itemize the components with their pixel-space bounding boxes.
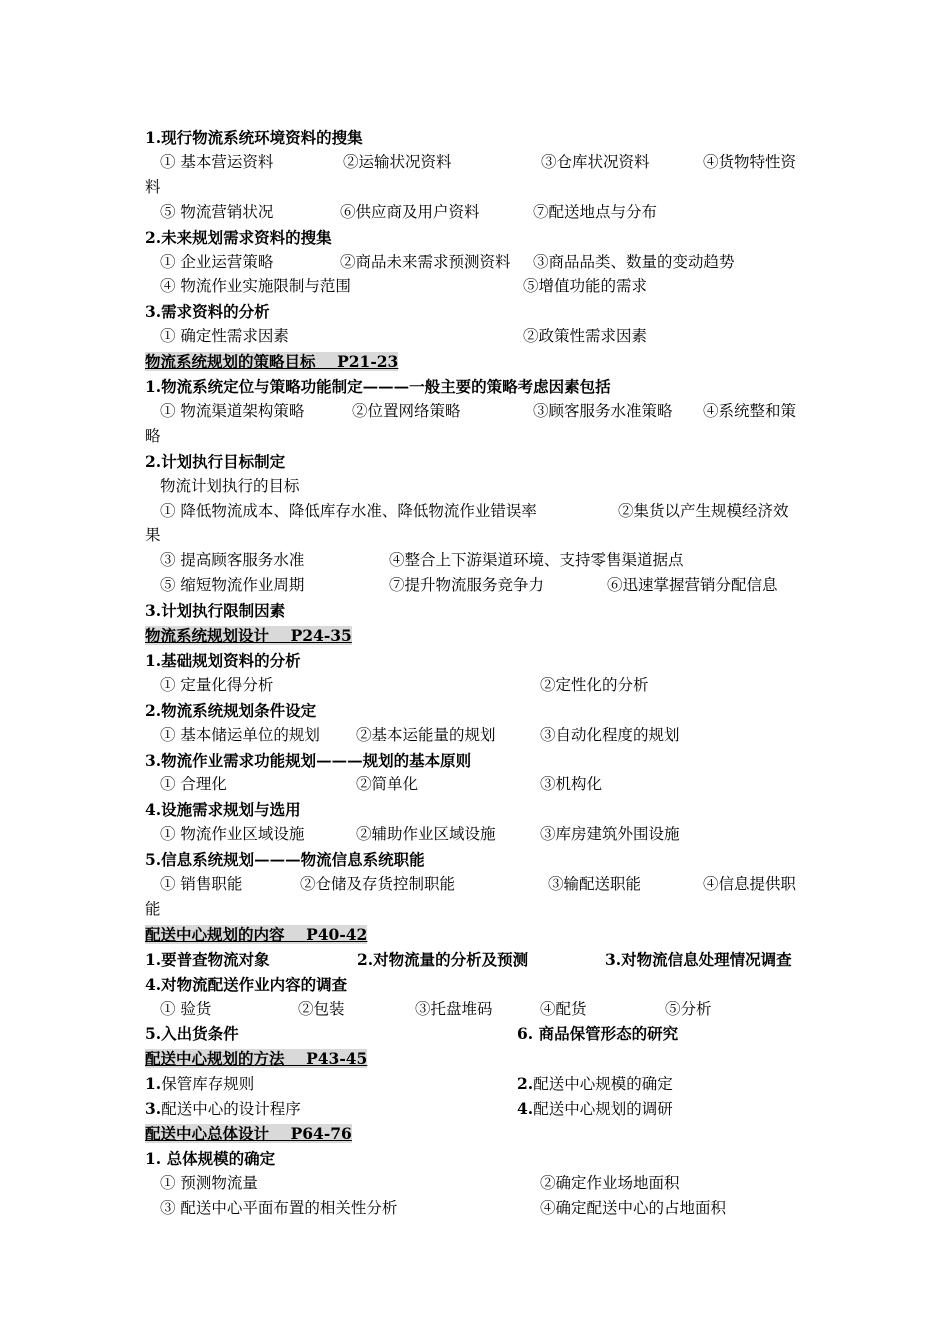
list-item: ① 企业运营策略 xyxy=(160,252,274,271)
list-item: ① 验货 xyxy=(160,999,212,1018)
subheading-text: 1.物流系统定位与策略功能制定———一般主要的策略考虑因素包括 xyxy=(145,377,611,396)
section-heading xyxy=(145,623,352,648)
section-title xyxy=(145,626,352,645)
list-item: ②位置网络策略 xyxy=(352,401,461,420)
numbered-item xyxy=(145,1096,301,1122)
list-item: ④整合上下游渠道环境、支持零售渠道据点 xyxy=(389,551,684,570)
list-item: ③ 提高顾客服务水准 xyxy=(160,551,305,570)
list-item: ① 定量化得分析 xyxy=(160,675,274,694)
subheading xyxy=(145,598,285,623)
list-item: ⑤分析 xyxy=(665,999,712,1018)
list-item: ⑤增值功能的需求 xyxy=(523,277,648,296)
section-title-text: 配送中心总体设计 xyxy=(145,1124,270,1143)
wrapped-text xyxy=(145,424,161,449)
list-item: ③托盘堆码 xyxy=(415,999,493,1018)
subheading-text: 4.对物流配送作业内容的调查 xyxy=(145,974,348,994)
list-item: ① 物流渠道架构策略 xyxy=(160,401,305,420)
wrapped-text xyxy=(145,523,161,548)
wrapped-text-char: 料 xyxy=(145,177,161,196)
section-title xyxy=(145,925,367,944)
subheading-text: 1. 总体规模的确定 xyxy=(145,1148,276,1168)
list-item: ④信息提供职 xyxy=(703,875,797,893)
subheading-text: 1.现行物流系统环境资料的搜集 xyxy=(145,128,363,147)
numbered-item xyxy=(517,1071,673,1097)
subheading xyxy=(145,648,301,673)
list-item: ① 基本营运资料 xyxy=(160,152,274,171)
subheading-text: 3.物流作业需求功能规划———规划的基本原则 xyxy=(145,750,472,770)
section-page-range: P40-42 xyxy=(306,924,368,944)
list-item: ⑦配送地点与分布 xyxy=(533,202,658,221)
list-item: ③ 配送中心平面布置的相关性分析 xyxy=(160,1198,398,1217)
subheading xyxy=(145,748,471,773)
item-number: 2. xyxy=(517,1074,534,1094)
section-title-text: 物流系统规划设计 xyxy=(145,626,270,645)
subheading xyxy=(145,449,285,474)
list-item: ① 基本储运单位的规划 xyxy=(160,725,320,744)
item-number: 3. xyxy=(145,1099,162,1119)
list-item: ②定性化的分析 xyxy=(540,675,649,694)
wrapped-text xyxy=(145,897,161,922)
section-title-text: 配送中心规划的方法 xyxy=(145,1049,285,1069)
list-item: ④ 物流作业实施限制与范围 xyxy=(160,277,351,296)
list-item: ③库房建筑外围设施 xyxy=(540,825,680,844)
item-text: 配送中心规模的确定 xyxy=(533,1075,673,1094)
section-title xyxy=(145,1124,352,1143)
subheading-text: 2.计划执行目标制定 xyxy=(145,451,286,471)
subheading xyxy=(145,125,363,150)
wrapped-text xyxy=(145,175,161,200)
list-item: ④确定配送中心的占地面积 xyxy=(540,1198,727,1217)
subheading xyxy=(145,972,347,997)
list-item: 5.入出货条件 xyxy=(145,1024,239,1044)
section-page-range: P43-45 xyxy=(306,1049,368,1069)
list-item: ③商品品类、数量的变动趋势 xyxy=(533,252,735,271)
list-item: ②包装 xyxy=(298,999,345,1018)
item-text: 配送中心规划的调研 xyxy=(533,1100,673,1119)
section-heading xyxy=(145,349,398,374)
section-title xyxy=(145,352,398,371)
list-item: ②简单化 xyxy=(356,775,419,794)
list-item: ⑥迅速掌握营销分配信息 xyxy=(607,576,778,595)
list-item: 3.对物流信息处理情况调查 xyxy=(605,949,792,969)
subheading xyxy=(145,225,332,250)
section-page-range: P21-23 xyxy=(337,352,399,372)
list-item: ③自动化程度的规划 xyxy=(540,725,680,744)
list-item: ②基本运能量的规划 xyxy=(356,725,496,744)
item-number: 1. xyxy=(145,1074,162,1094)
list-item: ④货物特性资 xyxy=(703,152,797,171)
list-item: ④配货 xyxy=(540,999,587,1018)
list-item: 2.对物流量的分析及预测 xyxy=(357,949,529,969)
list-item: ②运输状况资料 xyxy=(343,152,452,171)
list-item: ⑤ 物流营销状况 xyxy=(160,202,274,221)
section-title-text: 配送中心规划的内容 xyxy=(145,924,285,944)
subheading-text: 4.设施需求规划与选用 xyxy=(145,800,301,820)
wrapped-text-char: 果 xyxy=(145,526,161,545)
subheading-text: 2.未来规划需求资料的搜集 xyxy=(145,227,332,247)
subheading xyxy=(145,797,301,822)
list-item: ① 降低物流成本、降低库存水准、降低物流作业错误率 xyxy=(160,501,537,520)
section-page-range: P24-35 xyxy=(290,626,352,645)
list-item: ②政策性需求因素 xyxy=(523,327,648,346)
list-item: 物流计划执行的目标 xyxy=(160,476,300,495)
numbered-item xyxy=(145,1071,254,1097)
item-text: 配送中心的设计程序 xyxy=(161,1100,301,1119)
list-item: ⑥供应商及用户资料 xyxy=(340,202,480,221)
subheading xyxy=(145,374,611,399)
list-item: ②确定作业场地面积 xyxy=(540,1173,680,1192)
list-item: ① 预测物流量 xyxy=(160,1173,258,1192)
item-text: 保管库存规则 xyxy=(161,1075,255,1094)
wrapped-text-char: 能 xyxy=(145,899,161,918)
list-item: ④系统整和策 xyxy=(703,401,797,420)
list-item: ③顾客服务水准策略 xyxy=(533,401,673,420)
list-item: ① 确定性需求因素 xyxy=(160,327,289,346)
subheading xyxy=(145,847,425,872)
list-item: ②仓储及存货控制职能 xyxy=(300,875,456,893)
section-heading xyxy=(145,1121,352,1146)
subheading xyxy=(145,299,270,324)
subheading-text: 5.信息系统规划———物流信息系统职能 xyxy=(145,850,425,870)
list-item: ②商品未来需求预测资料 xyxy=(340,252,511,271)
list-item: ⑤ 缩短物流作业周期 xyxy=(160,576,305,595)
section-title xyxy=(145,1049,367,1068)
list-item: ②集货以产生规模经济效 xyxy=(618,501,789,520)
list-item: ⑦提升物流服务竞争力 xyxy=(389,576,545,595)
section-title-text: 物流系统规划的策略目标 xyxy=(145,352,316,372)
list-item: ① 物流作业区域设施 xyxy=(160,825,305,844)
wrapped-text-char: 略 xyxy=(145,426,161,445)
list-item: ① 合理化 xyxy=(160,775,227,794)
subheading xyxy=(145,698,316,723)
list-item: ②辅助作业区域设施 xyxy=(356,825,496,844)
subheading-text: 1.基础规划资料的分析 xyxy=(145,650,301,670)
list-item: 1.要普查物流对象 xyxy=(145,949,270,969)
list-item: ① 销售职能 xyxy=(160,875,243,893)
section-page-range: P64-76 xyxy=(290,1124,352,1143)
section-heading xyxy=(145,1046,367,1071)
list-item: ③输配送职能 xyxy=(548,875,642,893)
subheading-text: 3.需求资料的分析 xyxy=(145,302,270,322)
subheading xyxy=(145,1146,275,1171)
list-item: ③机构化 xyxy=(540,775,603,794)
subheading-text: 3.计划执行限制因素 xyxy=(145,601,286,621)
list-item: ③仓库状况资料 xyxy=(541,152,650,171)
numbered-item xyxy=(517,1096,673,1122)
subheading-text: 2.物流系统规划条件设定 xyxy=(145,700,317,720)
list-item: 6. 商品保管形态的研究 xyxy=(517,1024,679,1044)
section-heading xyxy=(145,922,367,947)
item-number: 4. xyxy=(517,1099,534,1119)
